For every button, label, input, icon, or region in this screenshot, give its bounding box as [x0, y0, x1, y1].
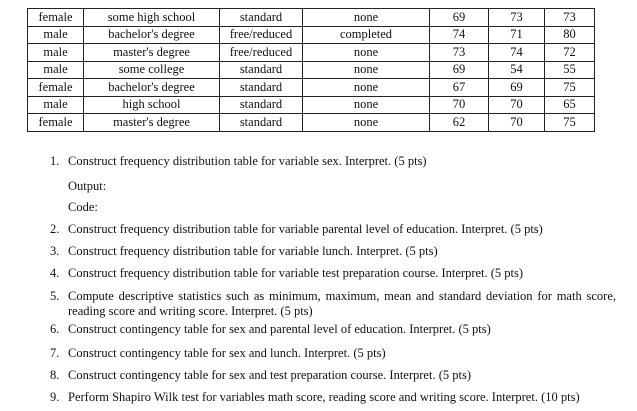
cell-test-prep: completed	[303, 26, 430, 44]
output-label: Output:	[68, 179, 107, 193]
cell-math-score: 74	[430, 26, 489, 44]
task-number: 6.	[50, 322, 60, 336]
table-row	[28, 96, 595, 114]
task-text: Perform Shapiro Wilk test for variables math score, reading score and writing score. Interpret. (10 pts)	[68, 390, 580, 404]
cell-reading-score: 54	[489, 61, 545, 79]
cell-math-score: 69	[430, 9, 489, 27]
cell-writing-score: 80	[545, 26, 595, 44]
cell-parental-education: bachelor's degree	[84, 79, 220, 97]
cell-parental-education: some high school	[84, 9, 220, 27]
cell-test-prep: none	[303, 114, 430, 132]
task-text: Construct frequency distribution table for variable sex. Interpret. (5 pts)	[68, 154, 427, 168]
cell-math-score: 62	[430, 114, 489, 132]
cell-lunch: standard	[220, 9, 303, 27]
cell-reading-score: 73	[489, 9, 545, 27]
task-text: Construct frequency distribution table for variable test preparation course. Interpret. (5 pts)	[68, 266, 524, 280]
table-row	[28, 44, 595, 62]
cell-sex: male	[28, 96, 84, 114]
code-label: Code:	[68, 200, 98, 214]
table-row	[28, 9, 595, 27]
cell-sex: female	[28, 79, 84, 97]
task-text: Construct contingency table for sex and lunch. Interpret. (5 pts)	[68, 346, 386, 360]
cell-parental-education: master's degree	[84, 44, 220, 62]
task-text: Compute descriptive statistics such as minimum, maximum, mean and standard deviation for math score, reading score and writing score. Interpret. (5 pts)	[68, 289, 616, 318]
table-row	[28, 26, 595, 44]
table-row	[28, 114, 595, 132]
cell-sex: male	[28, 61, 84, 79]
cell-writing-score: 73	[545, 9, 595, 27]
cell-parental-education: master's degree	[84, 114, 220, 132]
cell-math-score: 67	[430, 79, 489, 97]
cell-lunch: free/reduced	[220, 44, 303, 62]
task-number: 8.	[50, 368, 60, 382]
cell-lunch: standard	[220, 96, 303, 114]
student-data-table	[27, 8, 595, 132]
task-number: 9.	[50, 390, 60, 404]
task-text: Construct contingency table for sex and test preparation course. Interpret. (5 pts)	[68, 368, 471, 382]
cell-test-prep: none	[303, 61, 430, 79]
task-number: 3.	[50, 244, 60, 258]
cell-writing-score: 55	[545, 61, 595, 79]
cell-reading-score: 69	[489, 79, 545, 97]
task-number: 1.	[50, 154, 60, 168]
cell-sex: male	[28, 44, 84, 62]
cell-sex: male	[28, 26, 84, 44]
cell-reading-score: 70	[489, 96, 545, 114]
task-number: 7.	[50, 346, 60, 360]
cell-reading-score: 70	[489, 114, 545, 132]
cell-lunch: free/reduced	[220, 26, 303, 44]
cell-writing-score: 75	[545, 79, 595, 97]
task-number: 5.	[50, 289, 60, 303]
task-number: 2.	[50, 222, 60, 236]
cell-writing-score: 72	[545, 44, 595, 62]
cell-parental-education: bachelor's degree	[84, 26, 220, 44]
cell-math-score: 69	[430, 61, 489, 79]
cell-writing-score: 65	[545, 96, 595, 114]
cell-math-score: 73	[430, 44, 489, 62]
task-text: Construct contingency table for sex and parental level of education. Interpret. (5 pts)	[68, 322, 491, 336]
cell-parental-education: high school	[84, 96, 220, 114]
cell-sex: female	[28, 114, 84, 132]
cell-lunch: standard	[220, 79, 303, 97]
task-number: 4.	[50, 266, 60, 280]
cell-test-prep: none	[303, 44, 430, 62]
cell-parental-education: some college	[84, 61, 220, 79]
table-row	[28, 61, 595, 79]
cell-math-score: 70	[430, 96, 489, 114]
cell-sex: female	[28, 9, 84, 27]
cell-lunch: standard	[220, 61, 303, 79]
cell-test-prep: none	[303, 96, 430, 114]
cell-reading-score: 74	[489, 44, 545, 62]
cell-reading-score: 71	[489, 26, 545, 44]
task-text: Construct frequency distribution table for variable lunch. Interpret. (5 pts)	[68, 244, 438, 258]
cell-writing-score: 75	[545, 114, 595, 132]
table-row	[28, 79, 595, 97]
cell-test-prep: none	[303, 9, 430, 27]
cell-test-prep: none	[303, 79, 430, 97]
cell-lunch: standard	[220, 114, 303, 132]
task-text: Construct frequency distribution table for variable parental level of education. Interpret. (5 pts)	[68, 222, 543, 236]
